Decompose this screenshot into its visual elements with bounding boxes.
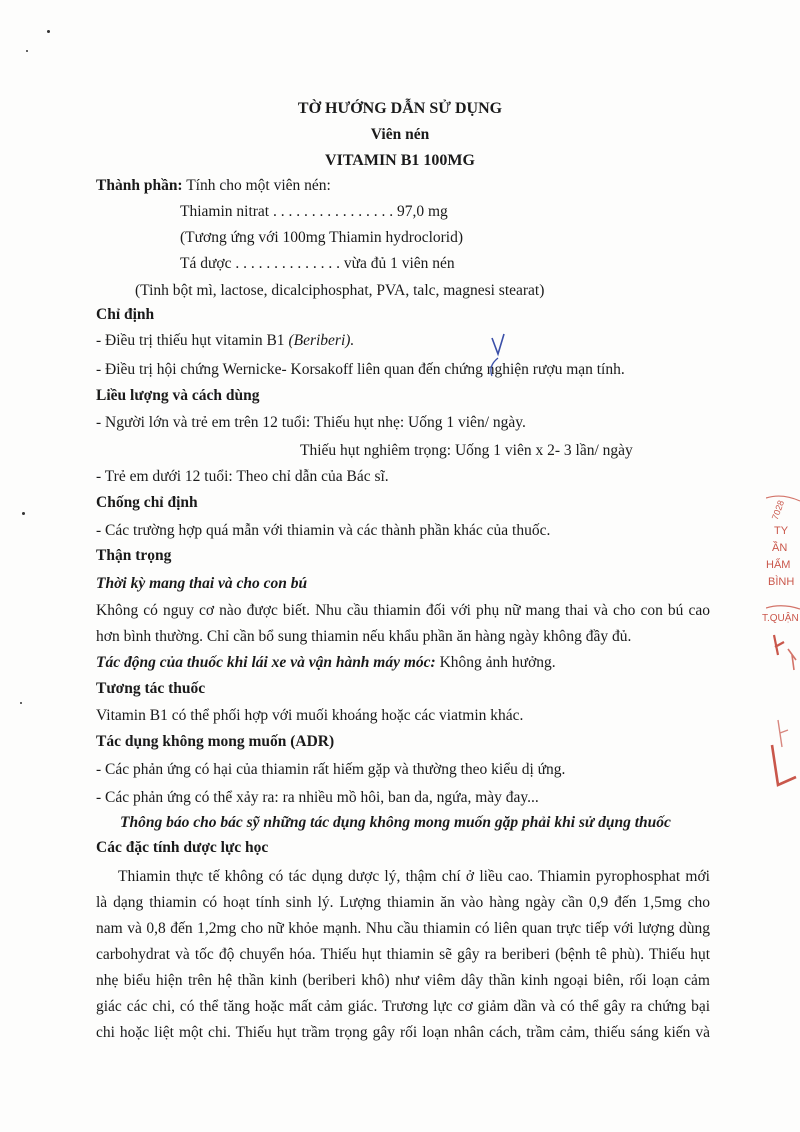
dosage-line: Thiếu hụt nghiêm trọng: Uống 1 viên x 2- 3 lần/ ngày (300, 442, 633, 459)
pregnancy-text: Không có nguy cơ nào được biết. Nhu cầu thiamin đối với phụ nữ mang thai và cho con bú cao (96, 602, 710, 619)
product-name: VITAMIN B1 100MG (325, 152, 475, 169)
dosage-line: - Người lớn và trẻ em trên 12 tuổi: Thiếu hụt nhẹ: Uống 1 viên/ ngày. (96, 414, 526, 431)
precautions-heading: Thận trọng (96, 547, 172, 564)
interactions-line: Vitamin B1 có thể phối hợp với muối khoáng hoặc các viatmin khác. (96, 707, 524, 724)
indication-item (96, 331, 354, 351)
stamp-text: T.QUẬN (762, 613, 799, 624)
composition-item: Thiamin nitrat . . . . . . . . . . . . . . . . 97,0 mg (180, 203, 448, 220)
stamp-strokes (766, 495, 800, 795)
adr-line: - Các phản ứng có thể xảy ra: ra nhiều mồ hôi, ban da, ngứa, mày đay... (96, 789, 539, 806)
composition-intro: Tính cho một viên nén: (186, 177, 331, 194)
scan-speck (22, 512, 25, 515)
pharmacodynamics-line: carbohydrat và tốc độ chuyển hóa. Thiếu hụt thiamin sẽ gây ra beriberi (bệnh tê phù). Thiếu hụt (96, 946, 710, 963)
pharmacodynamics-line: Thiamin thực tế không có tác dụng dược lý, thậm chí ở liều cao. Thiamin pyrophosphat mới (118, 868, 710, 885)
driving-text: Không ảnh hưởng. (435, 654, 556, 671)
pharmacodynamics-line: chi hoặc liệt một chi. Thiếu hụt trầm trọng gây rối loạn nhân cách, trầm cảm, thiếu sáng kiến và (96, 1024, 710, 1041)
document-title: TỜ HƯỚNG DẪN SỬ DỤNG (297, 100, 503, 117)
scan-speck (26, 50, 28, 52)
pharmacodynamics-line: nam và 0,8 đến 1,2mg cho nữ khỏe mạnh. Nhu cầu thiamin có liên quan trực tiếp với lượng dùng (96, 920, 710, 937)
pharmacodynamics-line: là dạng thiamin có hoạt tính sinh lý. Lượng thiamin ăn vào hàng ngày cần 0,9 đến 1,5mg cho (96, 894, 710, 911)
composition-line (96, 176, 331, 196)
pregnancy-heading: Thời kỳ mang thai và cho con bú (96, 575, 308, 592)
indication-text: - Điều trị thiếu hụt vitamin B1 (96, 332, 285, 349)
dosage-heading: Liều lượng và cách dùng (96, 387, 260, 404)
indication-item: - Điều trị hội chứng Wernicke- Korsakoff liên quan đến chứng nghiện rượu mạn tính. (96, 361, 625, 378)
adr-line: - Các phản ứng có hại của thiamin rất hiếm gặp và thường theo kiểu dị ứng. (96, 761, 566, 778)
adr-notice: Thông báo cho bác sỹ những tác dụng không mong muốn gặp phải khi sử dụng thuốc (120, 814, 671, 831)
indications-heading: Chỉ định (96, 306, 155, 323)
pharmacodynamics-heading: Các đặc tính dược lực học (96, 839, 269, 856)
pharmacodynamics-line: giác các chi, có thể tăng hoặc mất cảm giác. Trương lực cơ giảm dần và có thể gây ra chứng bại (96, 998, 710, 1015)
handwritten-check-mark (486, 330, 516, 380)
composition-excipients: (Tinh bột mì, lactose, dicalciphosphat, PVA, talc, magnesi stearat) (135, 282, 545, 299)
adr-heading: Tác dụng không mong muốn (ADR) (96, 733, 335, 750)
pharmacodynamics-line: nhẹ biểu hiện trên hệ thần kinh (beriberi khô) như viêm dây thần kinh ngoại biên, rối loạn cảm (96, 972, 710, 989)
driving-heading: Tác động của thuốc khi lái xe và vận hành máy móc: (96, 654, 436, 671)
stamp-text: HẨM (766, 559, 791, 571)
composition-heading: Thành phần: (96, 177, 183, 194)
stamp-text: 7028 (769, 498, 787, 522)
indication-italic: (Beriberi). (288, 332, 355, 349)
pregnancy-text: hơn bình thường. Chỉ cần bổ sung thiamin nếu khẩu phần ăn hàng ngày không đầy đủ. (96, 628, 632, 645)
composition-item: Tá dược . . . . . . . . . . . . . . vừa đủ 1 viên nén (180, 255, 455, 272)
stamp-text: TY (774, 525, 789, 537)
stamp-text: BÌNH (768, 576, 795, 588)
company-stamp (762, 495, 800, 795)
interactions-heading: Tương tác thuốc (96, 680, 206, 697)
scan-speck (20, 702, 22, 704)
stamp-text: ẦN (772, 542, 788, 554)
driving-line (96, 653, 556, 673)
dosage-line: - Trẻ em dưới 12 tuổi: Theo chỉ dẫn của Bác sĩ. (96, 468, 389, 485)
scan-speck (47, 30, 50, 33)
contraindications-heading: Chống chỉ định (96, 494, 198, 511)
contraindication-line: - Các trường hợp quá mẫn với thiamin và các thành phần khác của thuốc. (96, 522, 551, 539)
document-subtitle: Viên nén (370, 126, 430, 143)
composition-item: (Tương ứng với 100mg Thiamin hydroclorid) (180, 229, 464, 246)
